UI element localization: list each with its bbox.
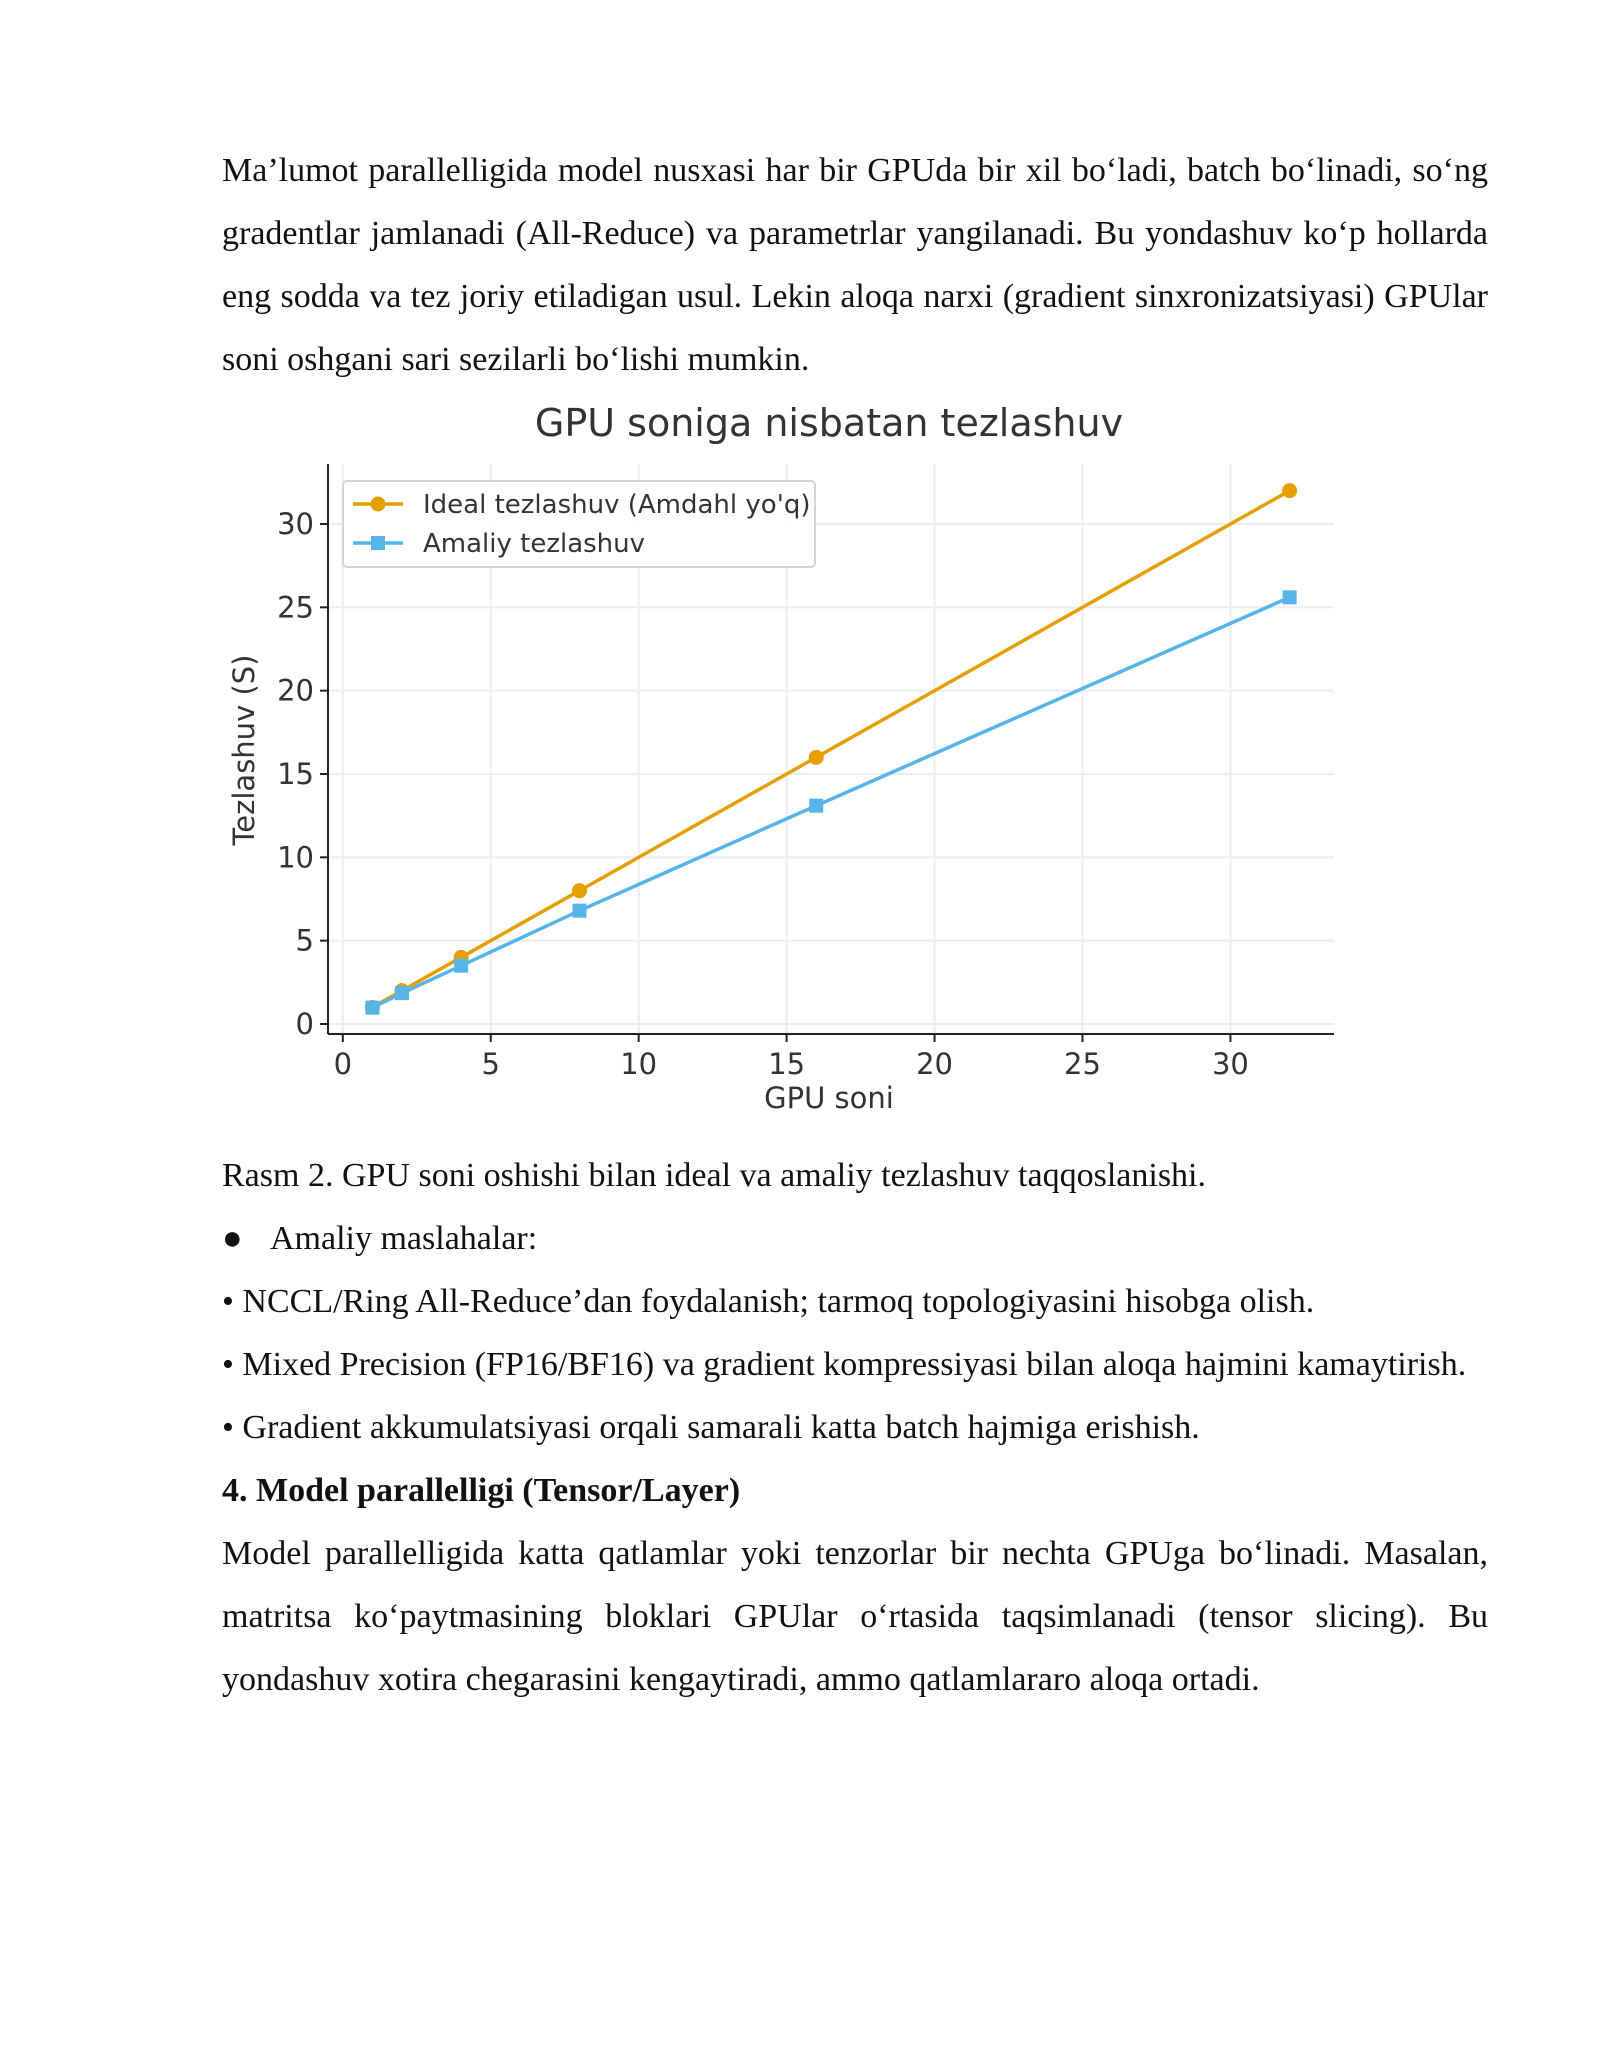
chart-x-axis-label: GPU soni xyxy=(764,1081,894,1115)
section-paragraph: Model parallelligida katta qatlamlar yoki tenzorlar bir nechta GPUga bo‘linadi. Masalan, matritsa ko‘paytmasining bloklari GPUlar o‘rtasida taqsimlanadi (tensor slicing). Bu yondashuv xotira chegarasini kengaytiradi, ammo qatlamlararo aloqa ortadi. xyxy=(222,1535,1488,1698)
bullet-item xyxy=(222,1207,1488,1270)
legend-label: Ideal tezlashuv (Amdahl yo'q) xyxy=(423,490,811,520)
x-tick-label: 0 xyxy=(333,1047,353,1081)
tip-item: • NCCL/Ring All-Reduce’dan foydalanish; tarmoq topologiyasini hisobga olish. xyxy=(222,1283,1315,1320)
x-tick-label: 10 xyxy=(620,1047,658,1081)
data-point xyxy=(365,1001,379,1015)
x-tick-label: 30 xyxy=(1211,1047,1249,1081)
data-point xyxy=(1282,483,1297,498)
x-tick-label: 5 xyxy=(481,1047,500,1081)
speedup-chart xyxy=(222,404,1352,1124)
y-tick-label: 25 xyxy=(277,590,314,625)
y-tick-label: 20 xyxy=(277,673,314,708)
x-tick-label: 15 xyxy=(768,1047,806,1081)
tip-item: • Gradient akkumulatsiyasi orqali samarali katta batch hajmiga erishish. xyxy=(222,1409,1200,1446)
post-figure-content xyxy=(222,1144,1488,1711)
legend-marker xyxy=(371,536,385,550)
data-point xyxy=(1283,590,1297,604)
tip-item: • Mixed Precision (FP16/BF16) va gradient kompressiyasi bilan aloqa hajmini kamaytirish. xyxy=(222,1346,1467,1383)
intro-paragraph: Ma’lumot parallelligida model nusxasi har bir GPUda bir xil bo‘ladi, batch bo‘linadi, so‘ng gradentlar jamlanadi (All-Reduce) va parametrlar yangilanadi. Bu yondashuv ko‘p hollarda eng sodda va tez joriy etiladigan usul. Lekin aloqa narxi (gradient sinxronizatsiyasi) GPUlar soni oshgani sari sezilarli bo‘lishi mumkin. xyxy=(222,152,1488,378)
chart-y-axis-label: Tezlashuv (S) xyxy=(227,654,261,846)
y-tick-label: 5 xyxy=(295,923,314,958)
speedup-chart-svg xyxy=(222,404,1352,1124)
data-point xyxy=(809,750,824,765)
data-point xyxy=(395,986,409,1000)
bullet-heading: Amaliy maslahalar: xyxy=(270,1220,538,1257)
intro-paragraph-block xyxy=(222,139,1488,391)
figure-caption: Rasm 2. GPU soni oshishi bilan ideal va amaliy tezlashuv taqqoslanishi. xyxy=(222,1157,1206,1194)
x-tick-label: 20 xyxy=(916,1047,954,1081)
y-tick-label: 30 xyxy=(277,507,314,541)
data-point xyxy=(809,799,823,813)
series-line-2 xyxy=(372,597,1289,1007)
x-tick-label: 25 xyxy=(1064,1047,1101,1081)
data-point xyxy=(572,883,587,898)
chart-legend xyxy=(343,481,815,567)
y-tick-label: 15 xyxy=(277,757,314,791)
legend-label: Amaliy tezlashuv xyxy=(423,529,646,559)
series-line-1 xyxy=(372,491,1289,1008)
data-point xyxy=(454,959,468,973)
y-tick-label: 0 xyxy=(295,1007,314,1041)
section-heading: 4. Model parallelligi (Tensor/Layer) xyxy=(222,1472,741,1509)
y-tick-label: 10 xyxy=(277,840,314,875)
legend-marker xyxy=(371,497,386,512)
data-point xyxy=(573,904,587,918)
bullet-dot-icon: ● xyxy=(222,1220,243,1257)
chart-title: GPU soniga nisbatan tezlashuv xyxy=(534,404,1124,445)
